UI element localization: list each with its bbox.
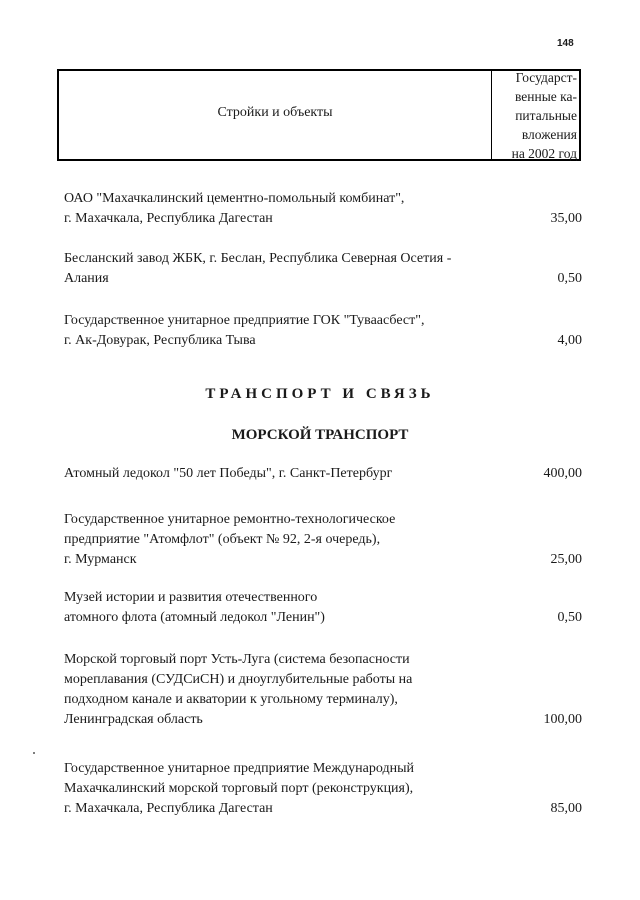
entry-text-line: г. Мурманск <box>64 552 137 567</box>
entry-makhachkala-sea-port <box>64 759 582 819</box>
header-investments-line: питальные <box>515 107 577 123</box>
entry-text-line: атомного флота (атомный ледокол "Ленин") <box>64 610 325 625</box>
entry-text-line: Ленинградская область <box>64 712 203 727</box>
entry-text-line: подходном канале и акватории к угольному терминалу), <box>64 692 398 707</box>
entry-amount: 100,00 <box>543 712 582 727</box>
header-investments-line: на 2002 год <box>511 145 577 161</box>
entry-text-line: ОАО "Махачкалинский цементно-помольный комбинат", <box>64 191 405 206</box>
entry-amount: 400,00 <box>543 466 582 481</box>
entry-tuvaasbest <box>64 311 582 351</box>
entry-text-line: Музей истории и развития отечественного <box>64 590 318 605</box>
entry-amount: 85,00 <box>550 801 582 816</box>
entry-amount: 4,00 <box>557 333 582 348</box>
section-title: ТРАНСПОРТ И СВЯЗЬ <box>205 386 435 402</box>
entry-ust-luga-port <box>64 650 582 730</box>
entry-amount: 0,50 <box>557 610 582 625</box>
entry-beslan-zhbk <box>64 249 582 289</box>
entry-atomflot <box>64 510 582 570</box>
entry-makhachkala-cement <box>64 189 582 229</box>
entry-amount: 0,50 <box>557 271 582 286</box>
page-number: 148 <box>557 38 574 49</box>
scan-speck <box>33 752 35 754</box>
entry-text-line: Морской торговый порт Усть-Луга (система безопасности <box>64 652 410 667</box>
entry-text-line: Алания <box>64 271 109 286</box>
entry-text-line: Бесланский завод ЖБК, г. Беслан, Республика Северная Осетия - <box>64 251 452 266</box>
header-objects-column: Стройки и объекты <box>217 105 333 120</box>
entry-text-line: Государственное унитарное предприятие Международный <box>64 761 414 776</box>
entry-amount: 35,00 <box>550 211 582 226</box>
entry-text-line: Государственное унитарное ремонтно-технологическое <box>64 512 396 527</box>
header-investments-line: Государст- <box>515 69 577 85</box>
entry-museum-nuclear-fleet <box>64 588 582 628</box>
entry-text-line: г. Махачкала, Республика Дагестан <box>64 801 273 816</box>
table-header <box>57 69 581 161</box>
subsection-title: МОРСКОЙ ТРАНСПОРТ <box>231 427 409 443</box>
header-investments-line: венные ка- <box>514 88 577 104</box>
entry-text-line: Атомный ледокол "50 лет Победы", г. Санкт-Петербург <box>64 466 393 481</box>
entry-text-line: мореплавания (СУДСиСН) и дноуглубительные работы на <box>64 672 413 687</box>
header-investments-column <box>491 71 579 159</box>
entry-text-line: г. Махачкала, Республика Дагестан <box>64 211 273 226</box>
entry-text-line: Государственное унитарное предприятие ГОК "Туваасбест", <box>64 313 425 328</box>
entry-text-line: Махачкалинский морской торговый порт (реконструкция), <box>64 781 414 796</box>
entry-text-line: г. Ак-Довурак, Республика Тыва <box>64 333 256 348</box>
entry-text-line: предприятие "Атомфлот" (объект № 92, 2-я очередь), <box>64 532 381 547</box>
entry-icebreaker-50-let-pobedy <box>64 464 582 484</box>
entry-amount: 25,00 <box>550 552 582 567</box>
header-investments-line: вложения <box>521 126 577 142</box>
